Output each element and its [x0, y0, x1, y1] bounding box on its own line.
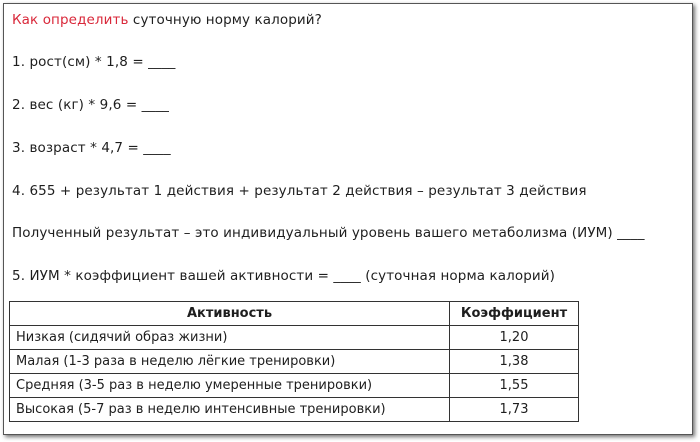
step-5: 5. ИУМ * коэффициент вашей активности = ____ (суточная норма калорий): [12, 268, 556, 284]
header-activity: Активность: [10, 302, 450, 326]
step-1: 1. рост(см) * 1,8 = ____: [12, 54, 176, 70]
table-row: [10, 374, 579, 398]
metabolism-note: Полученный результат – это индивидуальный уровень вашего метаболизма (ИУМ) ____: [12, 225, 645, 241]
table-row: [10, 398, 579, 422]
activity-table: [9, 301, 579, 422]
activity-cell: Высокая (5-7 раз в неделю интенсивные тренировки): [10, 398, 450, 422]
coefficient-cell: 1,73: [450, 398, 579, 422]
document-frame: [3, 3, 693, 435]
table-row: [10, 350, 579, 374]
activity-cell: Низкая (сидячий образ жизни): [10, 326, 450, 350]
step-3: 3. возраст * 4,7 = ____: [12, 140, 171, 156]
title-accent: Как определить: [12, 12, 129, 28]
coefficient-cell: 1,55: [450, 374, 579, 398]
activity-cell: Малая (1-3 раза в неделю лёгкие тренировки): [10, 350, 450, 374]
coefficient-cell: 1,38: [450, 350, 579, 374]
document-title: [12, 12, 322, 28]
header-coefficient: Коэффициент: [450, 302, 579, 326]
title-rest: суточную норму калорий?: [128, 12, 322, 28]
table-row: [10, 326, 579, 350]
coefficient-cell: 1,20: [450, 326, 579, 350]
table-header-row: [10, 302, 579, 326]
step-4: 4. 655 + результат 1 действия + результат 2 действия – результат 3 действия: [12, 183, 587, 199]
step-2: 2. вес (кг) * 9,6 = ____: [12, 97, 170, 113]
activity-cell: Средняя (3-5 раз в неделю умеренные тренировки): [10, 374, 450, 398]
